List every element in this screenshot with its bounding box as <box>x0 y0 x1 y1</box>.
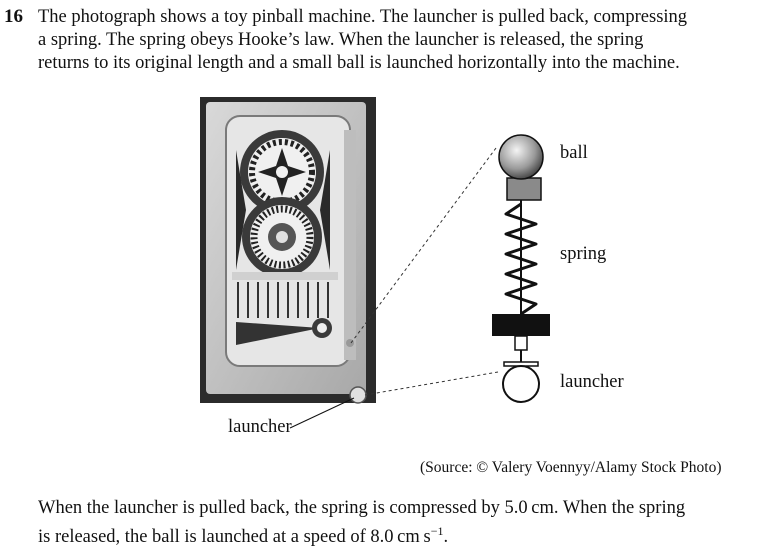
followup-line2-end: . <box>443 527 449 548</box>
pinball-photo <box>200 97 376 403</box>
intro-line: a spring. The spring obeys Hooke’s law. When the launcher is released, the spring <box>38 30 644 50</box>
ball-shape <box>499 135 543 179</box>
followup-line2-text: is released, the ball is launched at a speed of 8.0 cm s <box>38 527 431 548</box>
question-followup <box>38 497 768 549</box>
zoom-line-bottom <box>365 372 498 395</box>
spring-coil <box>506 204 536 314</box>
lower-star-wheel <box>242 197 322 277</box>
schematic-diagram <box>492 135 550 402</box>
followup-line: When the launcher is pulled back, the spring is compressed by 5.0 cm. When the spring <box>38 498 686 518</box>
intro-line: returns to its original length and a small ball is launched horizontally into the machine. <box>38 53 680 73</box>
intro-line: The photograph shows a toy pinball machine. The launcher is pulled back, compressing <box>38 7 688 27</box>
spring-base-plate <box>492 314 550 336</box>
label-launcher-diagram: launcher <box>560 372 624 392</box>
photo-source-credit: (Source: © Valery Voennyy/Alamy Stock Photo) <box>420 459 722 476</box>
ball-carriage <box>507 178 541 200</box>
label-ball: ball <box>560 143 588 163</box>
unit-exponent: −1 <box>430 524 444 538</box>
launcher-knob <box>503 366 539 402</box>
label-launcher-photo: launcher <box>228 417 292 437</box>
question-number: 16 <box>4 6 23 27</box>
label-spring: spring <box>560 244 607 264</box>
followup-line <box>38 520 768 549</box>
